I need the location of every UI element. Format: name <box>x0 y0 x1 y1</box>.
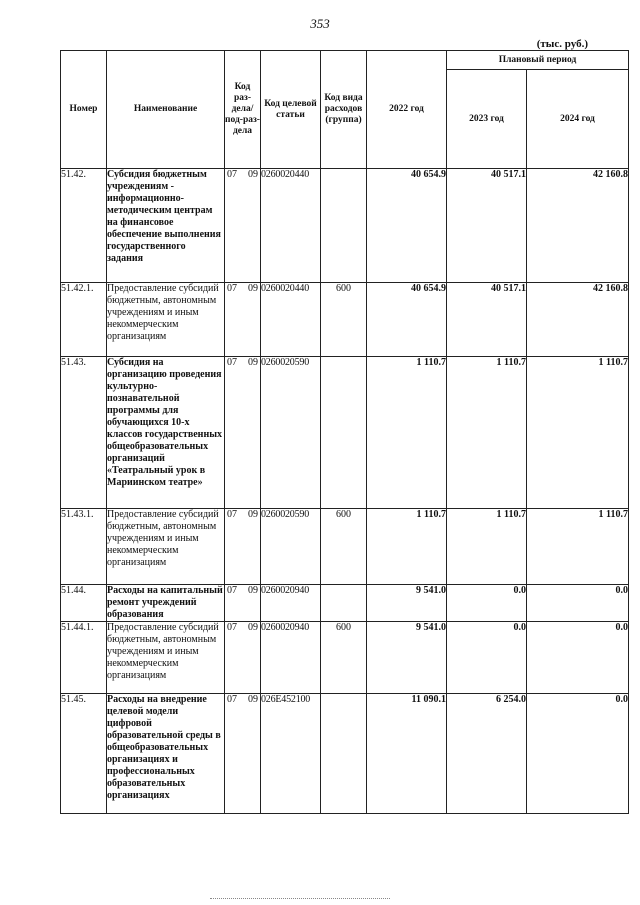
table-body <box>61 169 629 814</box>
table-row <box>61 694 629 814</box>
table-row <box>61 585 629 622</box>
header-year-2024: 2024 год <box>527 70 629 169</box>
row-section-code <box>225 283 261 357</box>
row-amount-2024: 0.0 <box>527 622 629 694</box>
subsection-code: 09 <box>248 694 258 705</box>
row-expense-type: 600 <box>321 283 367 357</box>
header-target-code: Код целевой статьи <box>261 51 321 169</box>
row-section-code <box>225 357 261 509</box>
table-row <box>61 283 629 357</box>
header-year-2023: 2023 год <box>447 70 527 169</box>
row-amount-2022: 11 090.1 <box>367 694 447 814</box>
row-name: Предоставление субсидий бюджетным, автономным учреждениям и иным некоммерческим организациям <box>107 622 225 694</box>
row-number: 51.42.1. <box>61 283 107 357</box>
section-code: 07 <box>227 283 237 294</box>
row-target-code: 0260020440 <box>261 169 321 283</box>
header-year-2022: 2022 год <box>367 51 447 169</box>
row-amount-2023: 1 110.7 <box>447 509 527 585</box>
subsection-code: 09 <box>248 509 258 520</box>
row-amount-2024: 1 110.7 <box>527 357 629 509</box>
row-expense-type: 600 <box>321 622 367 694</box>
row-number: 51.43.1. <box>61 509 107 585</box>
subsection-code: 09 <box>248 622 258 633</box>
subsection-code: 09 <box>248 357 258 368</box>
section-code: 07 <box>227 622 237 633</box>
row-target-code: 0260020940 <box>261 585 321 622</box>
row-target-code: 026E452100 <box>261 694 321 814</box>
subsection-code: 09 <box>248 283 258 294</box>
row-amount-2022: 1 110.7 <box>367 509 447 585</box>
row-section-code <box>225 169 261 283</box>
header-name: Наименование <box>107 51 225 169</box>
row-amount-2022: 40 654.9 <box>367 169 447 283</box>
section-code: 07 <box>227 169 237 180</box>
row-target-code: 0260020940 <box>261 622 321 694</box>
row-expense-type <box>321 357 367 509</box>
section-code: 07 <box>227 694 237 705</box>
row-amount-2022: 40 654.9 <box>367 283 447 357</box>
table-row <box>61 357 629 509</box>
row-amount-2024: 0.0 <box>527 694 629 814</box>
subsection-code: 09 <box>248 585 258 596</box>
row-target-code: 0260020590 <box>261 357 321 509</box>
row-expense-type <box>321 169 367 283</box>
row-name: Предоставление субсидий бюджетным, автономным учреждениям и иным некоммерческим организациям <box>107 509 225 585</box>
row-target-code: 0260020440 <box>261 283 321 357</box>
units-label: (тыс. руб.) <box>536 38 588 50</box>
page-number: 353 <box>310 16 330 31</box>
table-row <box>61 622 629 694</box>
row-section-code <box>225 694 261 814</box>
row-section-code <box>225 509 261 585</box>
row-amount-2023: 40 517.1 <box>447 283 527 357</box>
budget-table <box>60 50 629 814</box>
subsection-code: 09 <box>248 169 258 180</box>
row-amount-2023: 0.0 <box>447 585 527 622</box>
row-section-code <box>225 585 261 622</box>
row-number: 51.45. <box>61 694 107 814</box>
row-name: Субсидия на организацию проведения культурно-познавательной программы для обучающихся 10-х классов государственных общеобразовательных организаций «Театральный урок в Мариинском театре» <box>107 357 225 509</box>
row-amount-2024: 0.0 <box>527 585 629 622</box>
row-number: 51.42. <box>61 169 107 283</box>
row-amount-2022: 9 541.0 <box>367 622 447 694</box>
row-name: Расходы на внедрение целевой модели цифровой образовательной среды в общеобразовательных организациях и профессиональных образовательных организациях <box>107 694 225 814</box>
row-amount-2022: 9 541.0 <box>367 585 447 622</box>
row-amount-2022: 1 110.7 <box>367 357 447 509</box>
section-code: 07 <box>227 585 237 596</box>
row-expense-type <box>321 694 367 814</box>
row-amount-2024: 42 160.8 <box>527 283 629 357</box>
row-number: 51.44.1. <box>61 622 107 694</box>
row-name: Субсидия бюджетным учреждениям - информационно-методическим центрам на финансовое обеспечение выполнения государственного задания <box>107 169 225 283</box>
row-number: 51.43. <box>61 357 107 509</box>
header-section-code: Код раз-дела/ под-раз-дела <box>225 51 261 169</box>
row-number: 51.44. <box>61 585 107 622</box>
row-target-code: 0260020590 <box>261 509 321 585</box>
row-expense-type: 600 <box>321 509 367 585</box>
row-amount-2024: 1 110.7 <box>527 509 629 585</box>
header-planning-period: Плановый период <box>447 51 629 70</box>
table-row <box>61 169 629 283</box>
header-number: Номер <box>61 51 107 169</box>
page-bottom-fragment <box>210 898 390 902</box>
header-expense-type-code: Код вида расходов (группа) <box>321 51 367 169</box>
section-code: 07 <box>227 509 237 520</box>
row-name: Расходы на капитальный ремонт учреждений образования <box>107 585 223 620</box>
table-row <box>61 509 629 585</box>
row-amount-2024: 42 160.8 <box>527 169 629 283</box>
row-section-code <box>225 622 261 694</box>
section-code: 07 <box>227 357 237 368</box>
row-name: Предоставление субсидий бюджетным, автономным учреждениям и иным некоммерческим организациям <box>107 283 225 357</box>
row-amount-2023: 6 254.0 <box>447 694 527 814</box>
row-expense-type <box>321 585 367 622</box>
row-amount-2023: 0.0 <box>447 622 527 694</box>
row-amount-2023: 40 517.1 <box>447 169 527 283</box>
row-amount-2023: 1 110.7 <box>447 357 527 509</box>
